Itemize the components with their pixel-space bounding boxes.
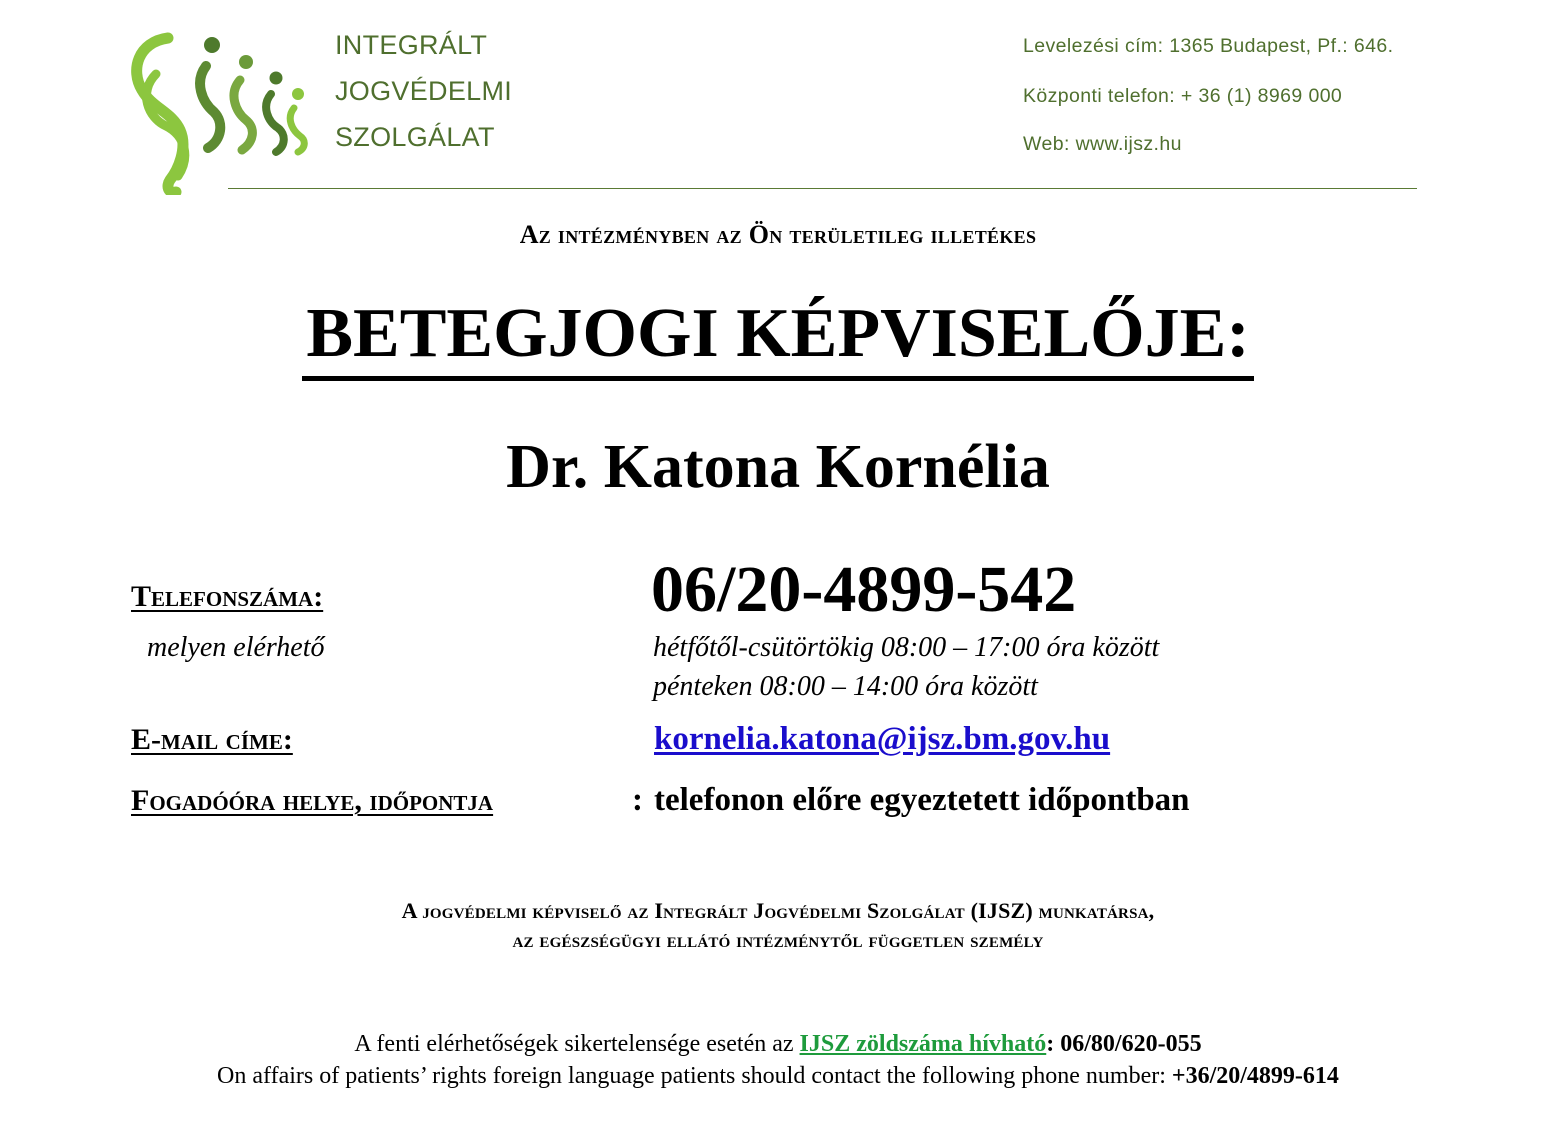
hours-weekdays: hétfőtől-csütörtökig 08:00 – 17:00 óra között: [653, 632, 1160, 663]
footer-line-1: [0, 1031, 1556, 1058]
org-name-line-1: INTEGRÁLT: [335, 30, 488, 60]
representative-name: Dr. Katona Kornélia: [506, 433, 1050, 501]
foreign-language-phone[interactable]: +36/20/4899-614: [1171, 1063, 1339, 1089]
phone-label: Telefonszáma:: [131, 580, 324, 613]
office-hours-label: Fogadóóra helye, időpontja: [131, 784, 494, 817]
org-name-line-2: JOGVÉDELMI: [335, 76, 513, 106]
main-heading-wrap: [0, 296, 1556, 381]
green-number: : 06/80/620-055: [1046, 1031, 1202, 1057]
main-heading: BETEGJOGI KÉPVISELŐJE:: [302, 296, 1253, 381]
central-phone: Központi telefon: + 36 (1) 8969 000: [1023, 85, 1343, 107]
note-line-2: az egészségügyi ellátó intézménytől független személy: [512, 927, 1044, 952]
footer-line-2: [0, 1063, 1556, 1090]
mailing-address: Levelezési cím: 1365 Budapest, Pf.: 646.: [1023, 35, 1394, 57]
org-name-line-3: SZOLGÁLAT: [335, 122, 495, 152]
intro-line: Az intézményben az Ön területileg illetékes: [519, 220, 1037, 249]
footer-line-2-prefix: On affairs of patients’ rights foreign language patients should contact the following phone number:: [217, 1063, 1172, 1089]
footer-line-1-prefix: A fenti elérhetőségek sikertelensége esetén az: [354, 1031, 800, 1057]
note-line-1: A jogvédelmi képviselő az Integrált Jogvédelmi Szolgálat (IJSZ) munkatársa,: [401, 898, 1155, 923]
office-hours-text: telefonon előre egyeztetett időpontban: [654, 782, 1190, 818]
email-label: E-mail címe:: [131, 723, 293, 756]
website-link[interactable]: Web: www.ijsz.hu: [1023, 133, 1182, 155]
hours-friday: pénteken 08:00 – 14:00 óra között: [653, 671, 1038, 702]
phone-number[interactable]: 06/20-4899-542: [651, 553, 1077, 626]
header-divider: [228, 188, 1417, 189]
email-link[interactable]: kornelia.katona@ijsz.bm.gov.hu: [654, 721, 1111, 757]
green-number-link[interactable]: IJSZ zöldszáma hívható: [799, 1031, 1047, 1057]
office-hours-colon: :: [632, 782, 643, 818]
ijsz-logo-icon: [128, 30, 313, 195]
availability-label: melyen elérhető: [147, 632, 325, 663]
